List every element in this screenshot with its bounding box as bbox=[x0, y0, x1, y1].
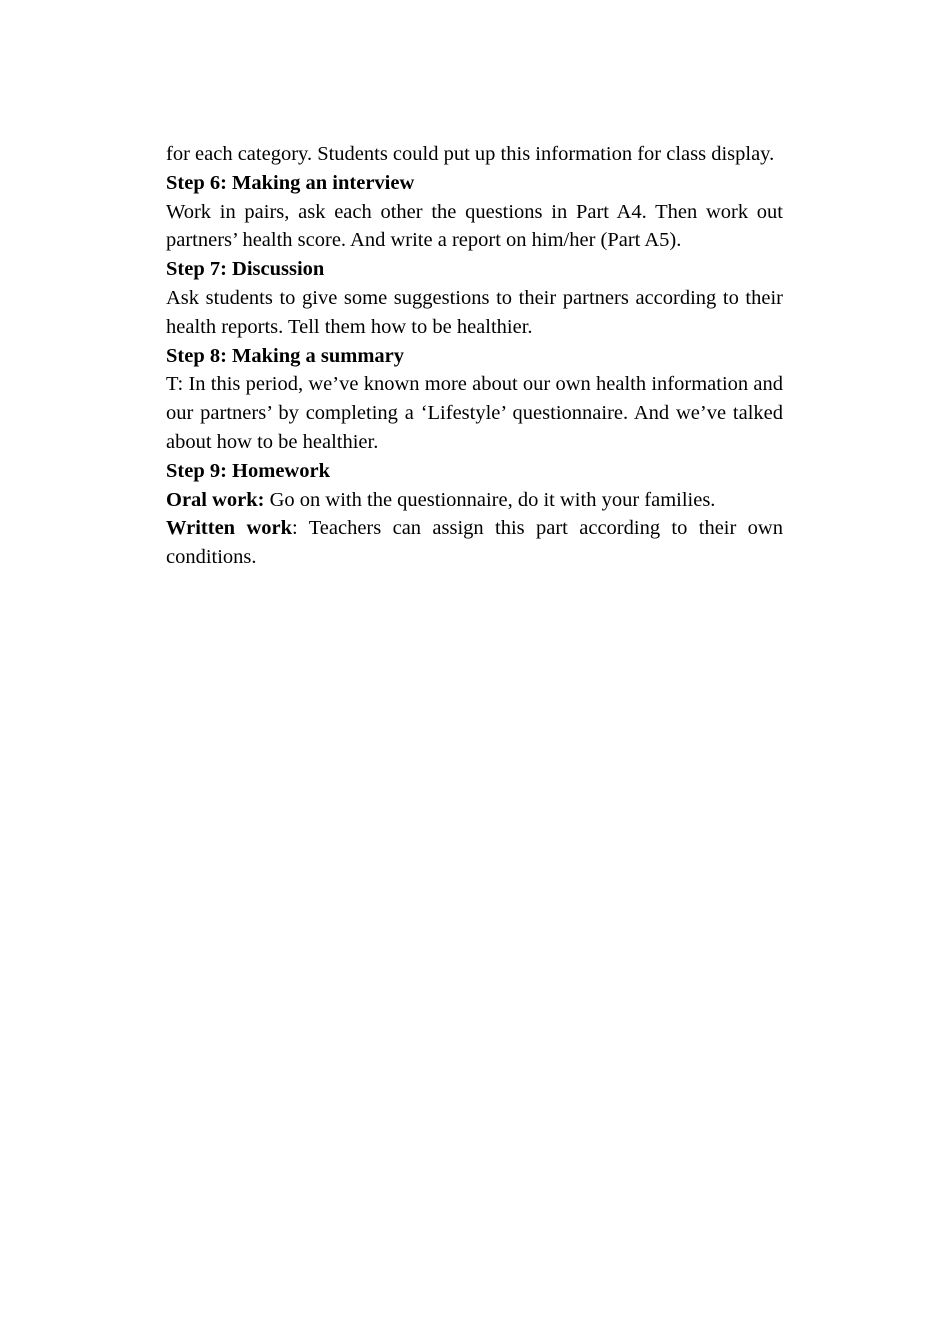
oral-work-label: Oral work: bbox=[166, 488, 265, 511]
oral-work-paragraph bbox=[166, 486, 783, 515]
written-work-paragraph bbox=[166, 514, 783, 572]
step7-heading: Step 7: Discussion bbox=[166, 258, 325, 281]
written-work-text: : Teachers can assign this part according to their own conditions. bbox=[166, 517, 783, 569]
step6-body: Work in pairs, ask each other the questions in Part A4. Then work out partners’ health score. And write a report on him/her (Part A5). bbox=[166, 200, 783, 252]
step6-heading: Step 6: Making an interview bbox=[166, 171, 415, 194]
step8-heading: Step 8: Making a summary bbox=[166, 344, 405, 367]
written-work-label: Written work bbox=[166, 517, 292, 540]
step7-body: Ask students to give some suggestions to their partners according to their health reports. Tell them how to be healthier. bbox=[166, 286, 783, 338]
document-body bbox=[166, 140, 783, 572]
paragraph-continuation: for each category. Students could put up this information for class display. bbox=[166, 143, 775, 165]
step9-heading: Step 9: Homework bbox=[166, 459, 330, 482]
oral-work-text: Go on with the questionnaire, do it with your families. bbox=[264, 488, 716, 511]
step8-body: T: In this period, we’ve known more about our own health information and our partners’ by completing a ‘Lifestyle’ questionnaire. And we’ve talked about how to be healthier. bbox=[166, 373, 783, 453]
